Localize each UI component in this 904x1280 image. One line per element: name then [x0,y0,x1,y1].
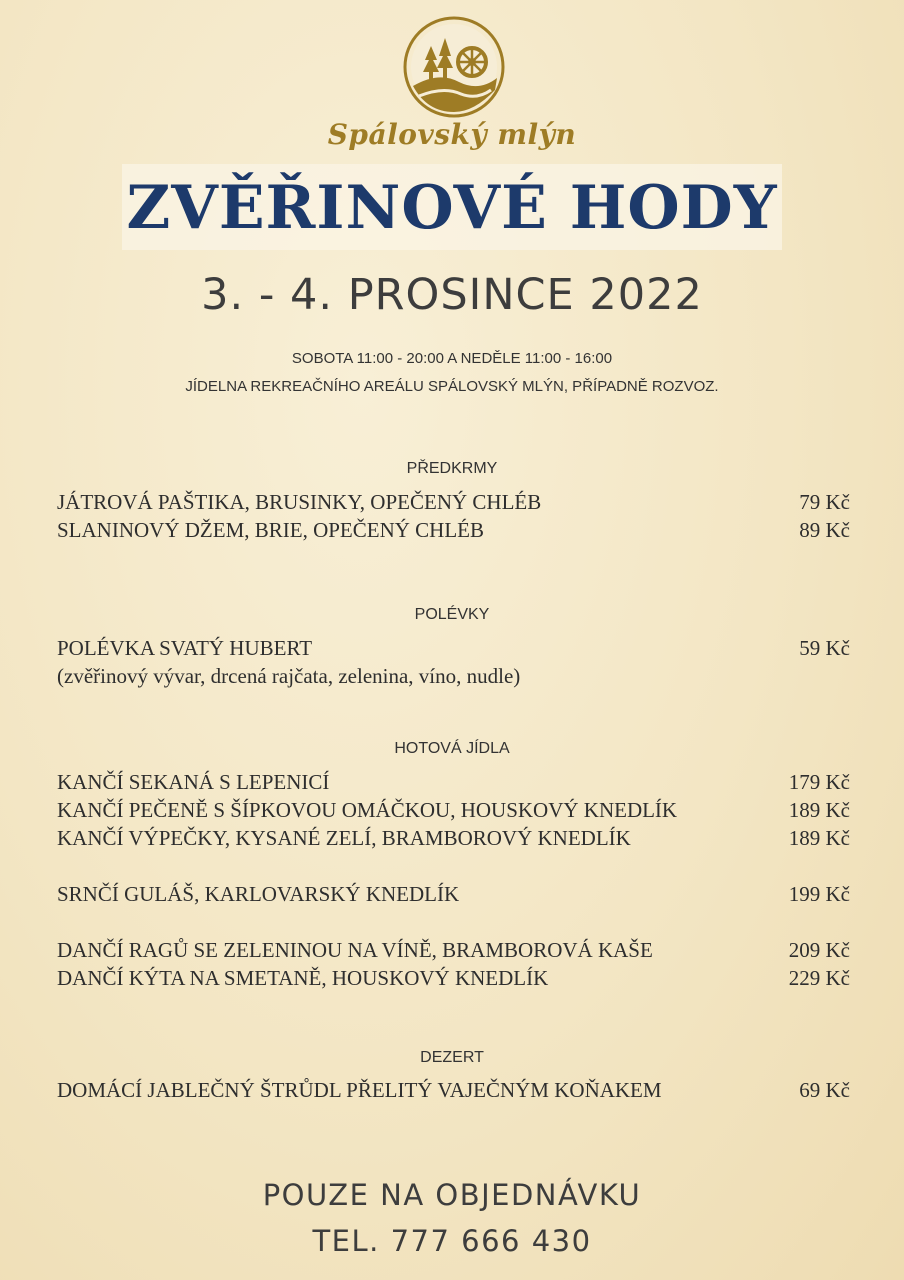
menu-item-name: DOMÁCÍ JABLEČNÝ ŠTRŮDL PŘELITÝ VAJEČNÝM KOŇAKEM [57,1078,662,1102]
menu-item [57,518,850,544]
section-title-soups: POLÉVKY [414,606,490,623]
order-note: POUZE NA OBJEDNÁVKU [262,1178,642,1212]
menu-item-name: SRNČÍ GULÁŠ, KARLOVARSKÝ KNEDLÍK [57,882,460,906]
menu-item [57,770,850,796]
menu-item-price: 79 Kč [799,490,850,514]
menu-item-price: 89 Kč [799,518,850,542]
menu-item [57,636,850,662]
menu-item-price: 229 Kč [788,966,850,990]
menu-item-name: POLÉVKA SVATÝ HUBERT [57,636,313,660]
menu-item-note: (zvěřinový vývar, drcená rajčata, zelenina, víno, nudle) [57,664,521,688]
menu-item [57,938,850,964]
menu-item-name: SLANINOVÝ DŽEM, BRIE, OPEČENÝ CHLÉB [57,518,484,542]
menu-item-price: 209 Kč [788,938,850,962]
menu-item-price: 189 Kč [788,798,850,822]
menu-item-name: KANČÍ SEKANÁ S LEPENICÍ [57,770,330,794]
menu-item-name: DANČÍ KÝTA NA SMETANĚ, HOUSKOVÝ KNEDLÍK [57,966,549,990]
menu-item-name: DANČÍ RAGŮ SE ZELENINOU NA VÍNĚ, BRAMBOROVÁ KAŠE [57,938,653,962]
brand-name: Spálovský mlýn [327,118,577,151]
event-title: ZVĚŘINOVÉ HODY [126,173,778,243]
menu-item [57,490,850,516]
menu-item-name: JÁTROVÁ PAŠTIKA, BRUSINKY, OPEČENÝ CHLÉB [57,490,542,514]
menu-item-price: 179 Kč [788,770,850,794]
menu-item [57,826,850,852]
menu-item-price: 59 Kč [799,636,850,660]
event-hours: SOBOTA 11:00 - 20:00 A NEDĚLE 11:00 - 16:00 [291,350,613,367]
menu-item-name: KANČÍ VÝPEČKY, KYSANÉ ZELÍ, BRAMBOROVÝ KNEDLÍK [57,826,631,850]
menu-item [57,882,850,908]
menu-item-name: KANČÍ PEČENĚ S ŠÍPKOVOU OMÁČKOU, HOUSKOVÝ KNEDLÍK [57,798,678,822]
menu-item-price: 69 Kč [799,1078,850,1102]
menu-item-price: 199 Kč [788,882,850,906]
phone-number: TEL. 777 666 430 [312,1224,592,1258]
menu-item [57,966,850,992]
section-title-dessert: DEZERT [420,1049,484,1066]
menu-item [57,798,850,824]
menu-item-price: 189 Kč [788,826,850,850]
trees-and-waterwheel-logo-icon [399,16,509,118]
event-location: JÍDELNA REKREAČNÍHO AREÁLU SPÁLOVSKÝ MLÝN, PŘÍPADNĚ ROZVOZ. [185,378,719,395]
menu-item [57,1078,850,1104]
section-title-starters: PŘEDKRMY [406,460,498,477]
event-date: 3. - 4. PROSINCE 2022 [201,270,703,320]
section-title-mains: HOTOVÁ JÍDLA [394,740,510,757]
